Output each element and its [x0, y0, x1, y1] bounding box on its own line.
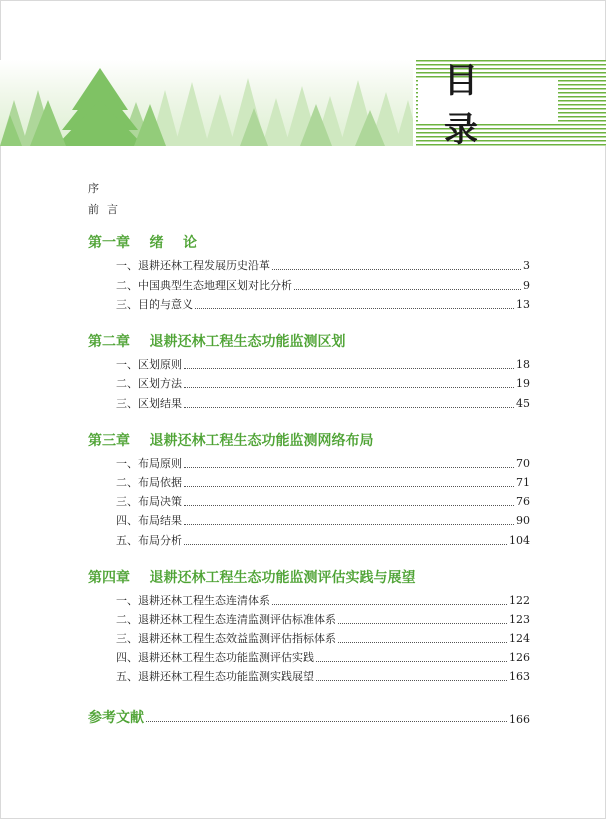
toc-entry[interactable] — [116, 651, 530, 665]
toc-entry-page: 71 — [516, 476, 530, 489]
toc-entry[interactable] — [116, 279, 530, 293]
header-banner — [0, 60, 606, 150]
toc-entry-page: 163 — [509, 670, 530, 683]
page-title: 目 录 — [444, 61, 504, 150]
toc-entry[interactable] — [116, 594, 530, 608]
toc-entry[interactable] — [116, 514, 530, 528]
leader-dots — [184, 543, 507, 545]
toc-entry-page: 76 — [516, 495, 530, 508]
leader-dots — [272, 603, 507, 605]
toc-entry[interactable] — [116, 397, 530, 411]
references-entry[interactable] — [88, 709, 530, 727]
title-box — [418, 61, 558, 150]
leader-dots — [294, 288, 521, 290]
toc-entry[interactable] — [116, 632, 530, 646]
leader-dots — [338, 622, 507, 624]
leader-dots — [184, 386, 514, 388]
toc-entry-label: 五、布局分析 — [116, 534, 182, 547]
toc-entry-label: 三、布局决策 — [116, 495, 182, 508]
leader-dots — [184, 523, 514, 525]
toc-entry-page: 9 — [523, 279, 530, 292]
toc-entry-page: 70 — [516, 457, 530, 470]
toc-entry-page: 104 — [509, 534, 530, 547]
chapter-heading-1[interactable]: 第一章 绪 论 — [88, 235, 197, 251]
toc-entry-label: 二、退耕还林工程生态连清监测评估标准体系 — [116, 613, 336, 626]
leader-dots — [338, 641, 507, 643]
forest-trees-icon — [0, 60, 413, 146]
chapter-heading-2[interactable]: 第二章 退耕还林工程生态功能监测区划 — [88, 334, 346, 350]
leader-dots — [195, 307, 514, 309]
toc-entry[interactable] — [116, 358, 530, 372]
toc-entry-page: 19 — [516, 377, 530, 390]
toc-entry-label: 一、布局原则 — [116, 457, 182, 470]
toc-entry[interactable] — [116, 534, 530, 548]
references-page: 166 — [509, 713, 530, 726]
toc-entry-page: 124 — [509, 632, 530, 645]
leader-dots — [184, 504, 514, 506]
toc-entry[interactable] — [116, 377, 530, 391]
leader-dots — [316, 679, 507, 681]
leader-dots — [272, 268, 521, 270]
toc-entry[interactable] — [116, 259, 530, 273]
toc-entry[interactable] — [116, 476, 530, 490]
references-label: 参考文献 — [88, 710, 144, 726]
toc-entry-page: 3 — [523, 259, 530, 272]
toc-entry[interactable] — [116, 670, 530, 684]
leader-dots — [184, 367, 514, 369]
toc-entry-page: 90 — [516, 514, 530, 527]
toc-entry-page: 45 — [516, 397, 530, 410]
toc-entry-label: 三、退耕还林工程生态效益监测评估指标体系 — [116, 632, 336, 645]
leader-dots — [184, 406, 514, 408]
toc-entry-label: 一、退耕还林工程生态连清体系 — [116, 594, 270, 607]
toc-entry-page: 123 — [509, 613, 530, 626]
leader-dots — [316, 660, 507, 662]
toc-entry-page: 13 — [516, 298, 530, 311]
toc-entry-label: 二、区划方法 — [116, 377, 182, 390]
toc-entry-page: 126 — [509, 651, 530, 664]
forest-illustration — [0, 60, 413, 146]
toc-entry-label: 四、布局结果 — [116, 514, 182, 527]
toc-entry-label: 三、目的与意义 — [116, 298, 193, 311]
toc-entry-label: 一、区划原则 — [116, 358, 182, 371]
toc-entry-page: 122 — [509, 594, 530, 607]
toc-entry-label: 一、退耕还林工程发展历史沿革 — [116, 259, 270, 272]
chapter-heading-4[interactable]: 第四章 退耕还林工程生态功能监测评估实践与展望 — [88, 570, 416, 586]
front-matter-preface[interactable]: 序 — [88, 182, 99, 195]
toc-entry-label: 三、区划结果 — [116, 397, 182, 410]
toc-entry-label: 五、退耕还林工程生态功能监测实践展望 — [116, 670, 314, 683]
leader-dots — [184, 485, 514, 487]
chapter-heading-3[interactable]: 第三章 退耕还林工程生态功能监测网络布局 — [88, 433, 374, 449]
toc-entry[interactable] — [116, 495, 530, 509]
toc-entry-label: 四、退耕还林工程生态功能监测评估实践 — [116, 651, 314, 664]
front-matter-foreword[interactable]: 前言 — [88, 203, 126, 216]
leader-dots — [146, 720, 507, 722]
toc-entry-page: 18 — [516, 358, 530, 371]
toc-entry[interactable] — [116, 298, 530, 312]
toc-entry-label: 二、布局依据 — [116, 476, 182, 489]
toc-entry[interactable] — [116, 613, 530, 627]
toc-entry[interactable] — [116, 457, 530, 471]
leader-dots — [184, 466, 514, 468]
toc-entry-label: 二、中国典型生态地理区划对比分析 — [116, 279, 292, 292]
